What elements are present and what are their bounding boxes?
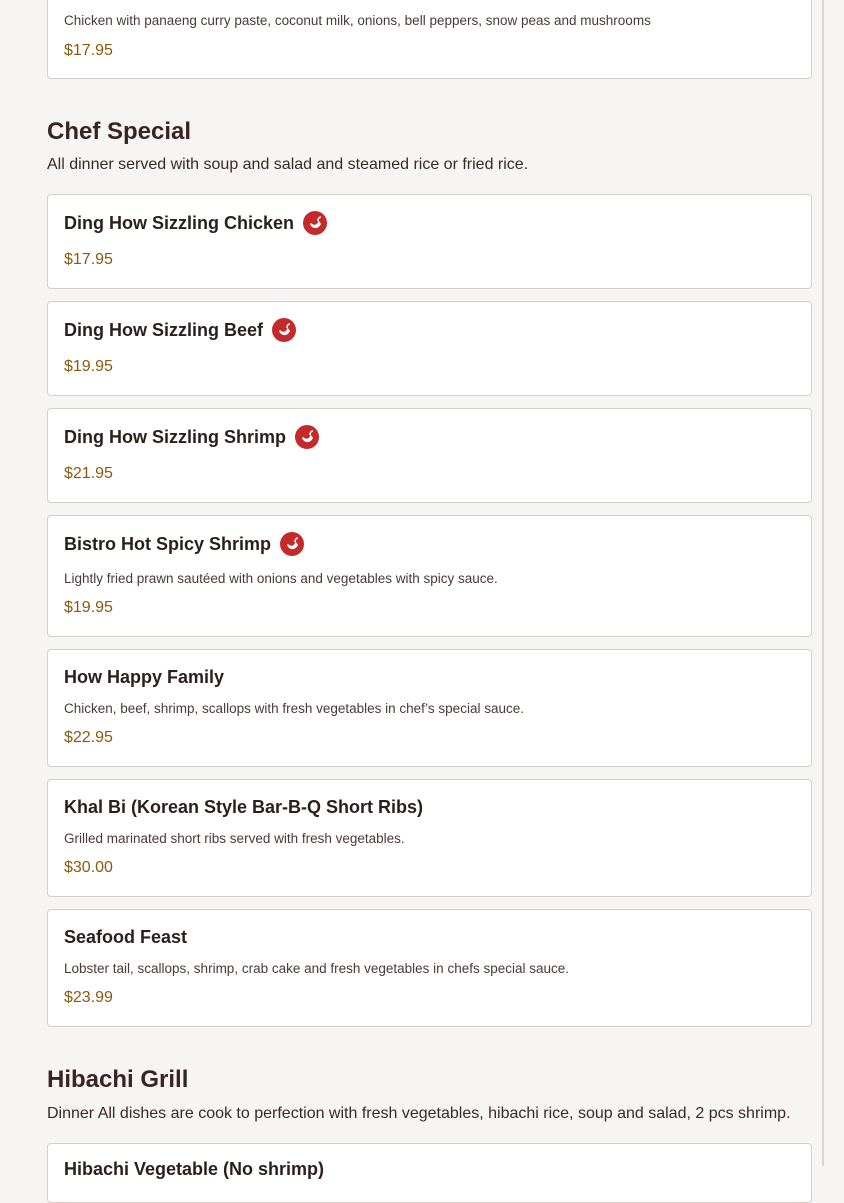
item-price: $30.00 [64,859,113,876]
chili-pepper-icon [295,425,319,449]
item-description: Chicken with panaeng curry paste, coconut milk, onions, bell peppers, snow peas and mushrooms [64,13,651,28]
item-description: Grilled marinated short ribs served with fresh vegetables. [64,831,405,846]
item-name-row [64,318,296,342]
item-name: Ding How Sizzling Shrimp [64,426,286,447]
menu-item-card[interactable] [47,649,812,767]
item-name: How Happy Family [64,667,225,687]
section-title-hibachi-grill: Hibachi Grill [47,1066,189,1093]
chili-pepper-icon [272,318,296,342]
item-name-row [64,1159,324,1180]
menu-item-card[interactable] [47,408,812,503]
section-title-chef-special: Chef Special [47,118,192,145]
item-price: $23.99 [64,989,113,1006]
menu-item-card[interactable] [47,779,812,897]
item-name-row [64,211,327,235]
menu-item-card[interactable] [47,1143,812,1203]
menu-item-card[interactable] [47,515,812,637]
chili-pepper-icon [280,532,304,556]
item-name-row [64,927,187,948]
item-price: $17.95 [64,251,113,268]
menu-item-card[interactable] [47,0,812,79]
item-name-row [64,425,319,449]
item-name-row [64,532,304,556]
item-name: Ding How Sizzling Chicken [64,212,295,233]
item-price: $22.95 [64,729,113,746]
item-name-row [64,667,224,688]
item-name: Hibachi Vegetable (No shrimp) [64,1159,325,1179]
item-name-row [64,797,423,818]
section-subtitle: All dinner served with soup and salad and steamed rice or fried rice. [47,156,529,173]
item-price: $19.95 [64,358,113,375]
item-price: $17.95 [64,42,113,59]
item-description: Chicken, beef, shrimp, scallops with fresh vegetables in chef’s special sauce. [64,701,524,716]
item-price: $21.95 [64,465,113,482]
item-name: Bistro Hot Spicy Shrimp [64,533,272,554]
item-description: Lightly fried prawn sautéed with onions and vegetables with spicy sauce. [64,571,498,586]
item-name: Ding How Sizzling Beef [64,319,264,340]
menu-item-card[interactable] [47,194,812,289]
item-name: Khal Bi (Korean Style Bar-B-Q Short Ribs) [64,797,424,817]
item-price: $19.95 [64,599,113,616]
menu-item-card[interactable] [47,909,812,1027]
section-subtitle: Dinner All dishes are cook to perfection with fresh vegetables, hibachi rice, soup and salad, 2 pcs shrimp. [47,1105,791,1122]
item-name: Seafood Feast [64,927,188,947]
menu-item-card[interactable] [47,301,812,396]
scrollbar-track [822,0,824,1166]
chili-pepper-icon [303,211,327,235]
item-description: Lobster tail, scallops, shrimp, crab cake and fresh vegetables in chefs special sauce. [64,961,570,976]
